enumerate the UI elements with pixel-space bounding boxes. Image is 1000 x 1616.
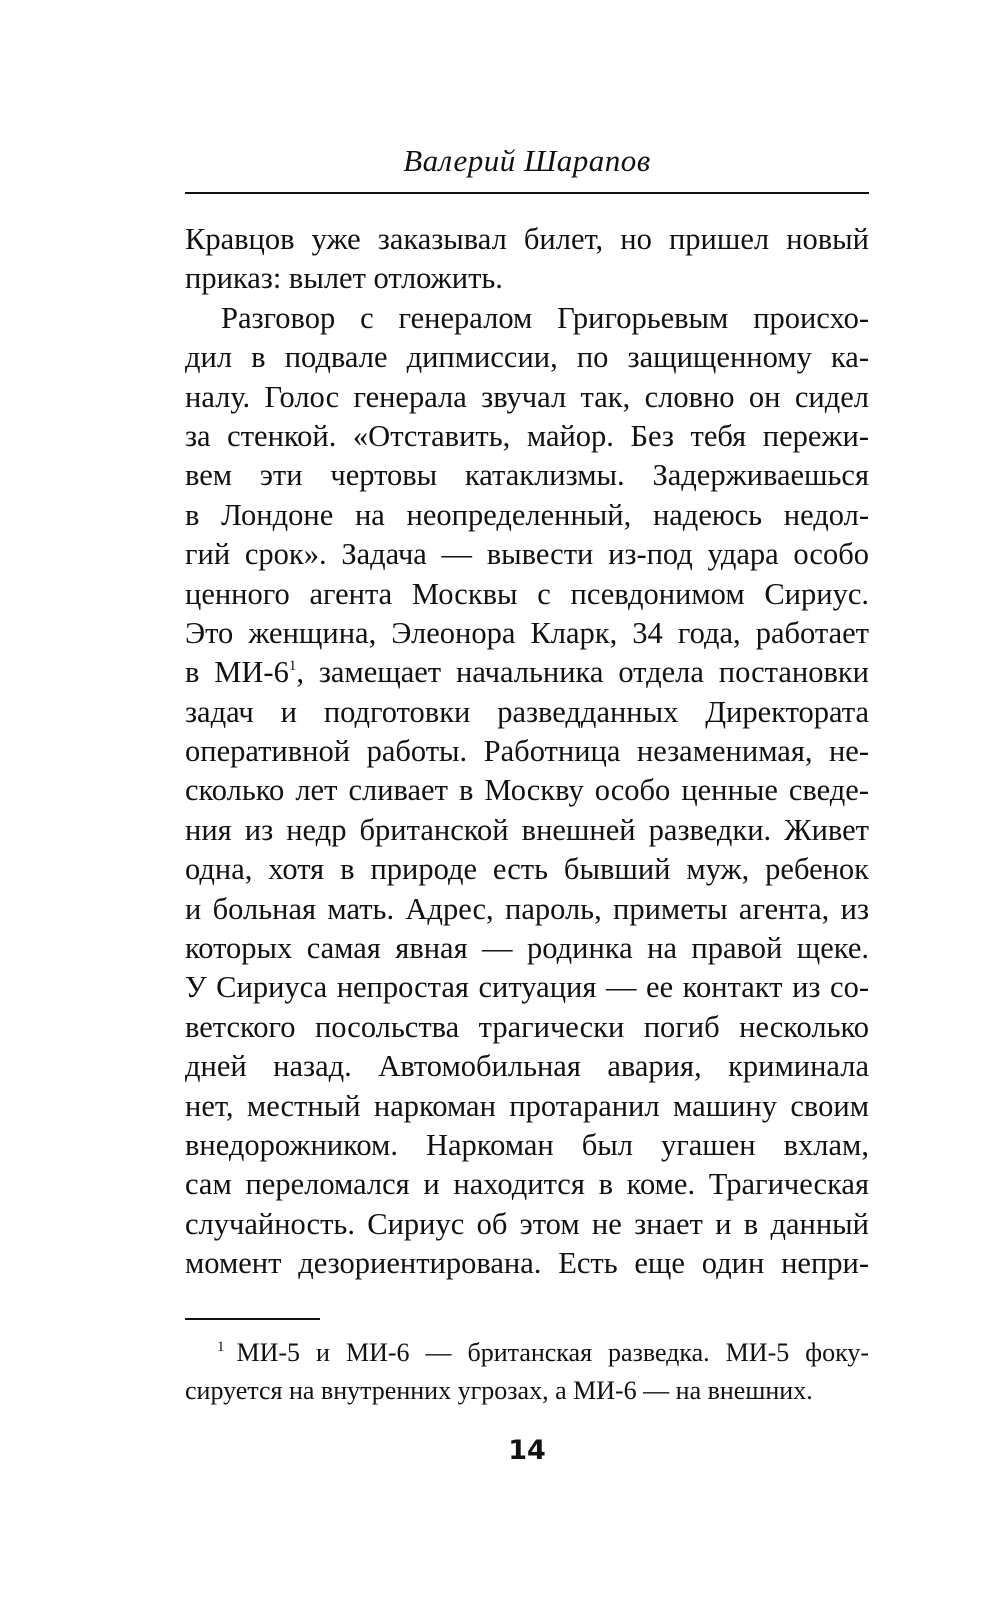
- text-line: за стенкой. «Отставить, майор. Без тебя пережи-: [185, 418, 869, 453]
- text-line: ветского посольства трагически погиб несколько: [185, 1009, 869, 1044]
- footnote-line: сируется на внутренних угрозах, а МИ-6 — на внешних.: [185, 1376, 813, 1405]
- text-line: сам переломался и находится в коме. Трагическая: [185, 1167, 869, 1202]
- text-line: У Сириуса непростая ситуация — ее контакт из со-: [185, 970, 869, 1005]
- text-line: [185, 653, 869, 692]
- text-line: нет, местный наркоман протаранил машину своим: [185, 1088, 869, 1123]
- footnote-mark: 1: [217, 1339, 225, 1355]
- text-line: и больная мать. Адрес, пароль, приметы агента, из: [185, 891, 869, 926]
- text-line: дней назад. Автомобильная авария, криминала: [185, 1049, 869, 1084]
- text-line: ния из недр британской внешней разведки. Живет: [185, 812, 869, 847]
- text-line: Кравцов уже заказывал билет, но пришел новый: [185, 222, 869, 256]
- footnote-rule: [185, 1318, 320, 1320]
- text-line: одна, хотя в природе есть бывший муж, ребенок: [185, 852, 869, 887]
- footnote: [185, 1334, 869, 1410]
- text-line: внедорожником. Наркоман был угашен вхлам,: [185, 1127, 869, 1162]
- text-line: задач и подготовки разведданных Директората: [185, 694, 869, 729]
- text-line: дил в подвале дипмиссии, по защищенному ка-: [185, 340, 869, 375]
- footnote-text: МИ-5 и МИ-6 — британская разведка. МИ-5 фоку-: [236, 1338, 869, 1367]
- text-line: приказ: вылет отложить.: [185, 261, 503, 296]
- page-number: 14: [508, 1435, 546, 1466]
- text-line: Это женщина, Элеонора Кларк, 34 года, работает: [185, 615, 869, 650]
- body-text: [185, 220, 869, 1284]
- text-line: налу. Голос генерала звучал так, словно он сидел: [185, 379, 869, 414]
- text-line: оперативной работы. Работница незаменимая, не-: [185, 734, 869, 769]
- footnote-line: [185, 1334, 869, 1372]
- text-line: ценного агента Москвы с псевдонимом Сириус.: [185, 576, 869, 611]
- header-rule: [185, 192, 869, 194]
- text-fragment: , замещает начальника отдела постановки: [296, 655, 869, 690]
- text-fragment: в МИ-6: [185, 655, 289, 690]
- text-line: момент дезориентирована. Есть еще один непри-: [185, 1246, 869, 1281]
- text-line: гий срок». Задача — вывести из-под удара особо: [185, 537, 869, 572]
- footnote-reference[interactable]: 1: [288, 658, 297, 675]
- text-line: вем эти чертовы катаклизмы. Задерживаешься: [185, 458, 869, 493]
- text-line: случайность. Сириус об этом не знает и в данный: [185, 1206, 869, 1241]
- running-head: Валерий Шарапов: [403, 143, 651, 178]
- text-line: Разговор с генералом Григорьевым происхо-: [221, 300, 869, 335]
- text-line: которых самая явная — родинка на правой щеке.: [185, 931, 869, 966]
- text-line: сколько лет сливает в Москву особо ценные сведе-: [185, 773, 869, 808]
- text-line: в Лондоне на неопределенный, надеюсь недол-: [185, 497, 869, 532]
